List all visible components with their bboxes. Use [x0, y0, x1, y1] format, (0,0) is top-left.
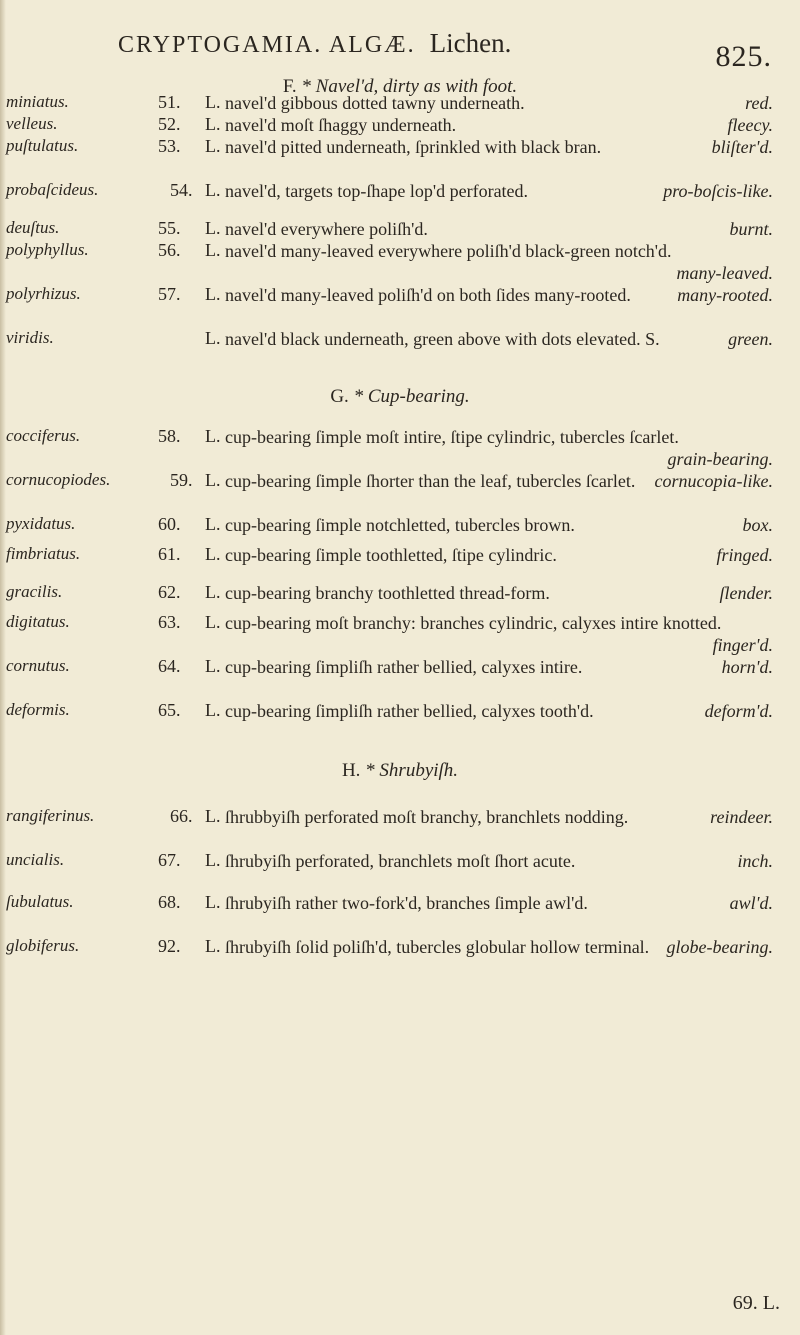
english-name: red.	[745, 93, 773, 113]
entry-description	[225, 850, 773, 872]
description-text: cup-bearing moſt branchy: branches cylindric, calyxes intire knotted.	[225, 613, 722, 633]
genus-abbreviation: L.	[205, 892, 221, 912]
description-text: cup-bearing ſimpliſh rather bellied, calyxes intire.	[225, 657, 583, 677]
entry-number: 61.	[158, 544, 181, 564]
entry-number: 92.	[158, 936, 181, 956]
genus-abbreviation: L.	[205, 514, 221, 534]
description-text: ſhrubbyiſh perforated moſt branchy, branchlets nodding.	[225, 807, 629, 827]
entry-number: 58.	[158, 426, 181, 446]
page-number: 825.	[715, 40, 772, 73]
genus-abbreviation: L.	[205, 328, 221, 348]
genus-abbreviation: L.	[205, 180, 221, 200]
genus-abbreviation: L.	[205, 582, 221, 602]
entry-number: 62.	[158, 582, 181, 602]
section-letter: H.	[341, 760, 361, 781]
description-text: navel'd black underneath, green above with dots elevated. S.	[225, 329, 660, 349]
description-text: navel'd gibbous dotted tawny underneath.	[225, 93, 525, 113]
description-text: ſhrubyiſh rather two-fork'd, branches ſimple awl'd.	[225, 893, 588, 913]
section-letter: G.	[330, 386, 349, 407]
section-title: * Shrubyiſh.	[365, 760, 459, 781]
english-name: bliſter'd.	[711, 137, 773, 157]
species-name: ſubulatus.	[6, 892, 74, 911]
species-name: puſtulatus.	[6, 136, 79, 155]
entry-description	[225, 936, 773, 958]
english-name: fringed.	[716, 545, 773, 565]
section-heading	[0, 760, 800, 782]
entry-description	[225, 806, 773, 828]
species-name: cocciferus.	[6, 426, 81, 445]
section-title: * Cup-bearing.	[353, 386, 470, 407]
english-name: finger'd.	[712, 635, 773, 655]
species-name: cornutus.	[6, 656, 70, 675]
english-name: globe-bearing.	[666, 937, 773, 957]
entry-description	[225, 656, 773, 678]
description-text: navel'd, targets top-ſhape lop'd perforated.	[225, 181, 529, 201]
entry-description	[225, 612, 773, 656]
genus-abbreviation: L.	[205, 700, 221, 720]
entry-description	[225, 892, 773, 914]
genus-abbreviation: L.	[205, 656, 221, 676]
running-head-genus: Lichen.	[429, 28, 512, 58]
entry-number: 55.	[158, 218, 181, 238]
description-text: cup-bearing ſimple toothletted, ſtipe cylindric.	[225, 545, 557, 565]
description-text: cup-bearing ſimple notchletted, tubercles brown.	[225, 515, 575, 535]
entry-number: 54.	[170, 180, 193, 200]
description-text: navel'd everywhere poliſh'd.	[225, 219, 428, 239]
entry-number: 66.	[170, 806, 193, 826]
genus-abbreviation: L.	[205, 612, 221, 632]
entry-number: 67.	[158, 850, 181, 870]
description-text: navel'd moſt ſhaggy underneath.	[225, 115, 457, 135]
entry-description	[225, 544, 773, 566]
section-heading	[0, 386, 800, 408]
entry-description	[225, 284, 773, 306]
description-text: ſhrubyiſh perforated, branchlets moſt ſhort acute.	[225, 851, 576, 871]
entry-description	[225, 328, 773, 350]
entry-description	[225, 470, 773, 492]
description-text: cup-bearing ſimple moſt intire, ſtipe cylindric, tubercles ſcarlet.	[225, 427, 679, 447]
genus-abbreviation: L.	[205, 470, 221, 490]
description-text: navel'd many-leaved poliſh'd on both ſides many-rooted.	[225, 285, 631, 305]
english-name: horn'd.	[721, 657, 773, 677]
genus-abbreviation: L.	[205, 850, 221, 870]
species-name: polyphyllus.	[6, 240, 89, 259]
english-name: fleecy.	[727, 115, 773, 135]
species-name: deuſtus.	[6, 218, 60, 237]
species-name: uncialis.	[6, 850, 65, 869]
genus-abbreviation: L.	[205, 218, 221, 238]
entry-number: 52.	[158, 114, 181, 134]
entry-description	[225, 700, 773, 722]
description-text: navel'd pitted underneath, ſprinkled with black bran.	[225, 137, 602, 157]
description-text: navel'd many-leaved everywhere poliſh'd black-green notch'd.	[225, 241, 672, 261]
entry-description	[225, 240, 773, 284]
species-name: pyxidatus.	[6, 514, 76, 533]
english-name: inch.	[737, 851, 773, 871]
entry-description	[225, 426, 773, 470]
species-name: cornucopiodes.	[6, 470, 111, 489]
entry-number: 63.	[158, 612, 181, 632]
entry-number: 68.	[158, 892, 181, 912]
entry-description	[225, 180, 773, 202]
genus-abbreviation: L.	[205, 936, 221, 956]
species-name: digitatus.	[6, 612, 70, 631]
english-name: many-rooted.	[677, 285, 773, 305]
section-letter: F.	[282, 76, 297, 97]
entry-description	[225, 514, 773, 536]
genus-abbreviation: L.	[205, 426, 221, 446]
species-name: miniatus.	[6, 92, 69, 111]
english-name: ſlender.	[719, 583, 773, 603]
entry-description	[225, 114, 773, 136]
species-name: probaſcideus.	[6, 180, 99, 199]
english-name: burnt.	[729, 219, 773, 239]
genus-abbreviation: L.	[205, 284, 221, 304]
entry-description	[225, 582, 773, 604]
english-name: green.	[728, 329, 773, 349]
entry-description	[225, 136, 773, 158]
genus-abbreviation: L.	[205, 240, 221, 260]
species-name: rangiferinus.	[6, 806, 95, 825]
entry-number: 57.	[158, 284, 181, 304]
english-name: pro-boſcis-like.	[663, 181, 773, 201]
entry-number: 64.	[158, 656, 181, 676]
species-name: viridis.	[6, 328, 54, 347]
genus-abbreviation: L.	[205, 806, 221, 826]
english-name: box.	[742, 515, 773, 535]
section-title: * Navel'd, dirty as with foot.	[301, 76, 518, 97]
english-name: deform'd.	[704, 701, 773, 721]
running-head	[118, 28, 678, 59]
entry-number: 65.	[158, 700, 181, 720]
entry-description	[225, 92, 773, 114]
species-name: fimbriatus.	[6, 544, 81, 563]
genus-abbreviation: L.	[205, 544, 221, 564]
species-name: polyrhizus.	[6, 284, 81, 303]
genus-abbreviation: L.	[205, 114, 221, 134]
english-name: grain-bearing.	[667, 449, 773, 469]
running-head-class: CRYPTOGAMIA. ALGÆ.	[118, 32, 416, 58]
entry-number: 60.	[158, 514, 181, 534]
description-text: cup-bearing ſimpliſh rather bellied, calyxes tooth'd.	[225, 701, 594, 721]
english-name: reindeer.	[710, 807, 773, 827]
species-name: gracilis.	[6, 582, 63, 601]
catchword: 69. L.	[732, 1292, 780, 1314]
entry-number: 59.	[170, 470, 193, 490]
genus-abbreviation: L.	[205, 92, 221, 112]
genus-abbreviation: L.	[205, 136, 221, 156]
entry-description	[225, 218, 773, 240]
entry-number: 53.	[158, 136, 181, 156]
english-name: awl'd.	[729, 893, 773, 913]
english-name: cornucopia-like.	[654, 471, 773, 491]
description-text: cup-bearing ſimple ſhorter than the leaf, tubercles ſcarlet.	[225, 471, 636, 491]
species-name: deformis.	[6, 700, 70, 719]
description-text: cup-bearing branchy toothletted thread-form.	[225, 583, 550, 603]
species-name: velleus.	[6, 114, 58, 133]
english-name: many-leaved.	[676, 263, 773, 283]
description-text: ſhrubyiſh ſolid poliſh'd, tubercles globular hollow terminal.	[225, 937, 650, 957]
entry-number: 56.	[158, 240, 181, 260]
species-name: globiferus.	[6, 936, 80, 955]
entry-number: 51.	[158, 92, 181, 112]
